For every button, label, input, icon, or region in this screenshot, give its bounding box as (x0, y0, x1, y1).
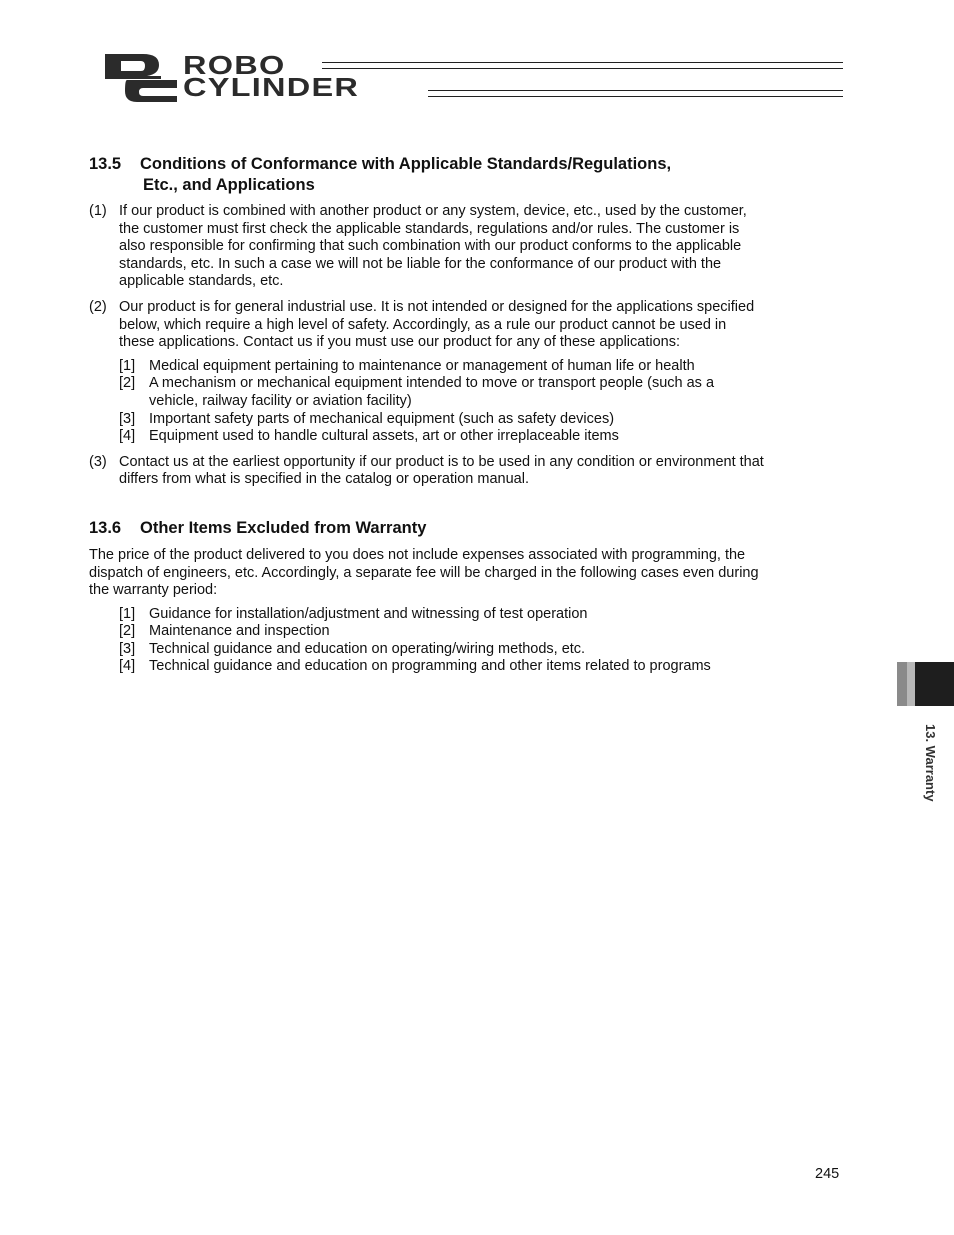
sub-item: [3] Technical guidance and education on operating/wiring methods, etc. (119, 640, 586, 657)
section-title-line1: Conditions of Conformance with Applicable Standards/Regulations, (140, 155, 672, 173)
page-content (89, 154, 764, 676)
sub-item: [4] Equipment used to handle cultural assets, art or other irreplaceable items (119, 428, 619, 445)
item-text: Contact us at the earliest opportunity if our product is to be used in any condition or environment that differs from what is specified in the catalog or operation manual. (119, 453, 764, 488)
logo-line-cylinder: CYLINDER (183, 72, 360, 102)
section-13-6-heading (89, 518, 764, 539)
page-number: 245 (815, 1166, 840, 1182)
header-rule-top (322, 62, 843, 69)
sub-item: [2] Maintenance and inspection (119, 623, 330, 640)
excluded-items-sublist (119, 606, 764, 676)
item-number: (2) (89, 298, 107, 315)
sub-item: [4] Technical guidance and education on programming and other items related to programs (119, 658, 711, 675)
sub-item: [3] Important safety parts of mechanical equipment (such as safety devices) (119, 410, 615, 427)
header-rule-bottom (428, 90, 843, 97)
section-13-6-paragraph: The price of the product delivered to you does not include expenses associated with programming, the dispatch of engineers, etc. Accordingly, a separate fee will be charged in the following cases even during the warranty period: (89, 546, 759, 599)
section-number: 13.5 (89, 155, 122, 173)
section-number: 13.6 (89, 518, 122, 537)
section-title: Other Items Excluded from Warranty (140, 518, 427, 537)
item-text: Our product is for general industrial use. It is not intended or designed for the applications specified below, which require a high level of safety. Accordingly, as a rule our product cannot be used in these applications. Contact us if you must use our product for any of these applications: (119, 298, 755, 351)
sub-item: [2] A mechanism or mechanical equipment intended to move or transport people (such as a vehicle, railway facility or aviation facility) (119, 375, 715, 409)
list-item (89, 454, 764, 489)
logo-line-robo: ROBO (183, 50, 286, 80)
section-13-5-heading (89, 154, 764, 175)
chapter-tab-label: 13. Warranty (923, 724, 938, 802)
item-number: (3) (89, 453, 107, 470)
conformance-list (89, 203, 764, 489)
chapter-tab (897, 662, 954, 706)
list-item (89, 299, 764, 446)
list-item (89, 203, 764, 291)
item-number: (1) (89, 203, 107, 219)
sub-item: [1] Medical equipment pertaining to maintenance or management of human life or health (119, 357, 695, 374)
applications-sublist (119, 358, 764, 446)
item-text: If our product is combined with another product or any system, device, etc., used by the customer, the customer must first check the applicable standards, regulations and/or rules. The customer is also responsible for confirming that such combination with our product conforms to the applicable standards, etc. In such a case we will not be liable for the conformance of our product with the applicable standards, etc. (119, 203, 747, 290)
logo-wordmark (183, 50, 360, 102)
section-13-5-heading-cont: Etc., and Applications (143, 176, 315, 194)
sub-item: [1] Guidance for installation/adjustment and witnessing of test operation (119, 605, 588, 622)
rc-logo-mark-icon (103, 52, 181, 102)
